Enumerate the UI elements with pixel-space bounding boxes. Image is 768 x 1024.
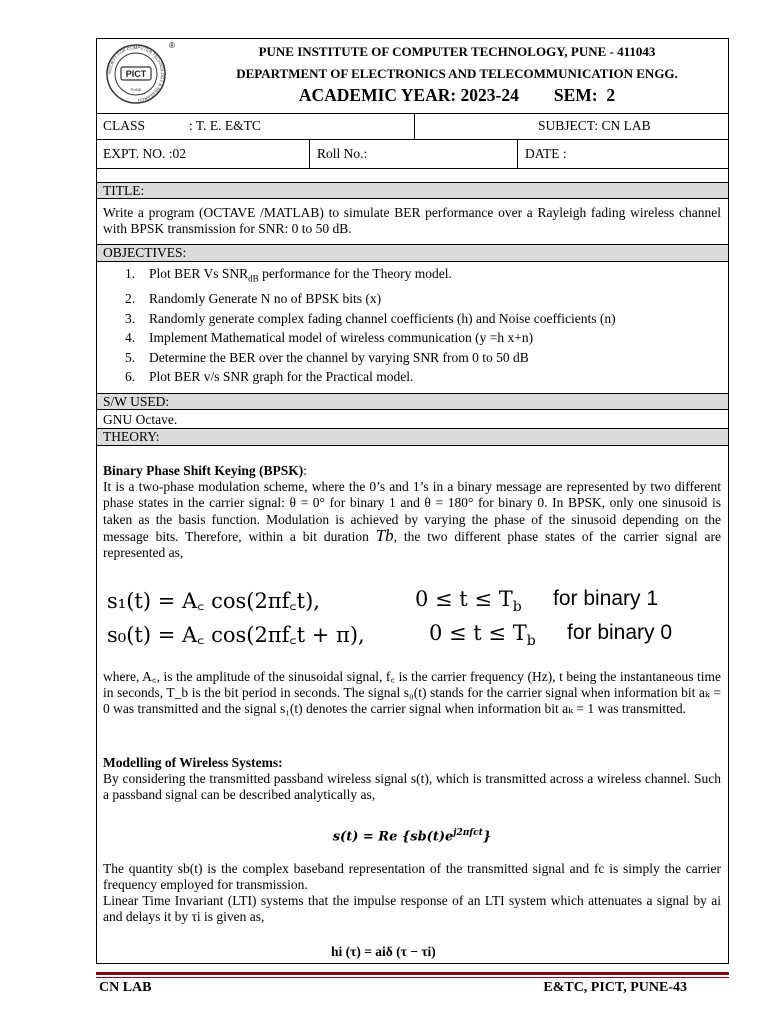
class-value: : T. E. E&TC <box>189 118 261 133</box>
objectives-label: OBJECTIVES: <box>97 244 728 262</box>
bpsk-section: Binary Phase Shift Keying (BPSK): It is a two-phase modulation scheme, where the 0’s and 1’s in a binary message are represented by two different phase states in the carrier signal: θ = 0° for binary 1 and θ = 180° for binary 0. In BPSK, only one sinusoid is taken as the basis function. Modulation is achieved by varying the phase of the sinusoid depending on the message bits. Therefore, within a bit duration Tb, the two different phase states of the carrier signal are represented as, <box>103 463 721 561</box>
equation-s0-desc: for binary 0 <box>567 621 673 644</box>
sw-label: S/W USED: <box>97 393 728 410</box>
class-label: CLASS <box>103 118 146 133</box>
department-name: DEPARTMENT OF ELECTRONICS AND TELECOMMUNICATION ENGG. <box>236 66 678 81</box>
equation-s0-range: $0 \le t \le T_b$ <box>429 621 536 650</box>
expt-number: EXPT. NO. :02 <box>103 145 186 161</box>
subject-value: SUBJECT: CN LAB <box>538 118 651 133</box>
equation-s0: s₀(t) = A꜀ cos(2πf꜀t + π), <box>107 623 365 647</box>
class-row <box>97 113 728 140</box>
equation-s1-range: $0 \le t \le T_b$ <box>415 587 522 616</box>
footer-rule-thin <box>96 977 729 978</box>
modelling-heading: Modelling of Wireless Systems: <box>103 755 283 770</box>
registered-mark: ® <box>169 41 175 50</box>
roll-number: Roll No.: <box>317 145 368 161</box>
objective-item: 3. Randomly generate complex fading channel coefficients (h) and Noise coefficients (n) <box>125 310 616 326</box>
svg-text:SOCIETY FOR COMPUTER TECHNOLOG: SOCIETY FOR COMPUTER TECHNOLOGY & RESEARCH <box>106 44 166 103</box>
objective-item: 1. Plot BER Vs $SNR_{dB}$ performance for the Theory model. <box>125 266 452 284</box>
expt-row <box>97 139 728 169</box>
quantity-text: The quantity sb(t) is the complex baseband representation of the transmitted signal and fc is simply the carrier frequency employed for transmission. <box>103 861 721 893</box>
objective-item: 4. Implement Mathematical model of wireless communication (y =h x+n) <box>125 330 534 346</box>
theory-label: THEORY: <box>97 428 728 446</box>
svg-text:PICT: PICT <box>125 69 147 79</box>
objective-item: 2. Randomly Generate N no of BPSK bits (x) <box>125 291 382 307</box>
modelling-section <box>103 755 721 804</box>
objective-item: 5. Determine the BER over the channel by varying SNR from 0 to 50 dB <box>125 349 529 365</box>
footer-rule <box>96 972 729 975</box>
sw-value: GNU Octave. <box>103 412 178 427</box>
document-page <box>96 38 729 964</box>
pict-logo <box>105 43 167 105</box>
equation-passband: s(t) = Re $\{sb(t)e^{j2\pi fct}\}$ <box>332 828 492 845</box>
where-text: where, A꜀, is the amplitude of the sinusoidal signal, f꜀ is the carrier frequency (Hz), t being the instantaneous time in seconds, T_b is the bit period in seconds. The signal s₀(t) stands for the carrier signal when information bit aₖ = 0 was transmitted and the signal s₁(t) denotes the carrier signal when information bit aₖ = 1 was transmitted. <box>103 669 721 717</box>
title-text: Write a program (OCTAVE /MATLAB) to simulate BER performance over a Rayleigh fading wireless channel with BPSK transmission for SNR: 0 to 50 dB. <box>103 205 721 237</box>
equation-s1: s₁(t) = A꜀ cos(2πf꜀t), <box>107 589 320 613</box>
title-label: TITLE: <box>97 182 728 199</box>
institute-name: PUNE INSTITUTE OF COMPUTER TECHNOLOGY, PUNE - 411043 <box>258 44 656 59</box>
bpsk-heading: Binary Phase Shift Keying (BPSK) <box>103 463 304 478</box>
bpsk-text: It is a two-phase modulation scheme, where the 0’s and 1’s in a binary message are represented by two different phase states in the carrier signal: θ = 0° for binary 1 and θ = 180° for binary 0. In BPSK, only one sinusoid is taken as the basis function. Modulation is achieved by varying the phase of the sinusoid depending on the message bits. Therefore, within a bit duration <box>103 479 721 544</box>
svg-text:PUNE: PUNE <box>130 87 142 92</box>
equation-impulse: hi (τ) = aiδ (τ − τi) <box>331 944 436 959</box>
objectives-list <box>125 264 616 387</box>
footer-right: E&TC, PICT, PUNE-43 <box>543 980 687 995</box>
date-field: DATE : <box>525 145 567 161</box>
academic-year: ACADEMIC YEAR: 2023-24 SEM: 2 <box>298 85 616 105</box>
lti-text: Linear Time Invariant (LTI) systems that the impulse response of an LTI system which attenuates a signal by ai and delays it by τi is given as, <box>103 893 721 925</box>
header-block <box>97 39 728 114</box>
modelling-text: By considering the transmitted passband wireless signal s(t), which is transmitted across a wireless channel. Such a passband signal can be described analytically as, <box>103 771 721 803</box>
footer-left: CN LAB <box>99 980 152 995</box>
equation-s1-desc: for binary 1 <box>553 587 659 610</box>
objective-item: 6. Plot BER v/s SNR graph for the Practical model. <box>125 369 414 385</box>
